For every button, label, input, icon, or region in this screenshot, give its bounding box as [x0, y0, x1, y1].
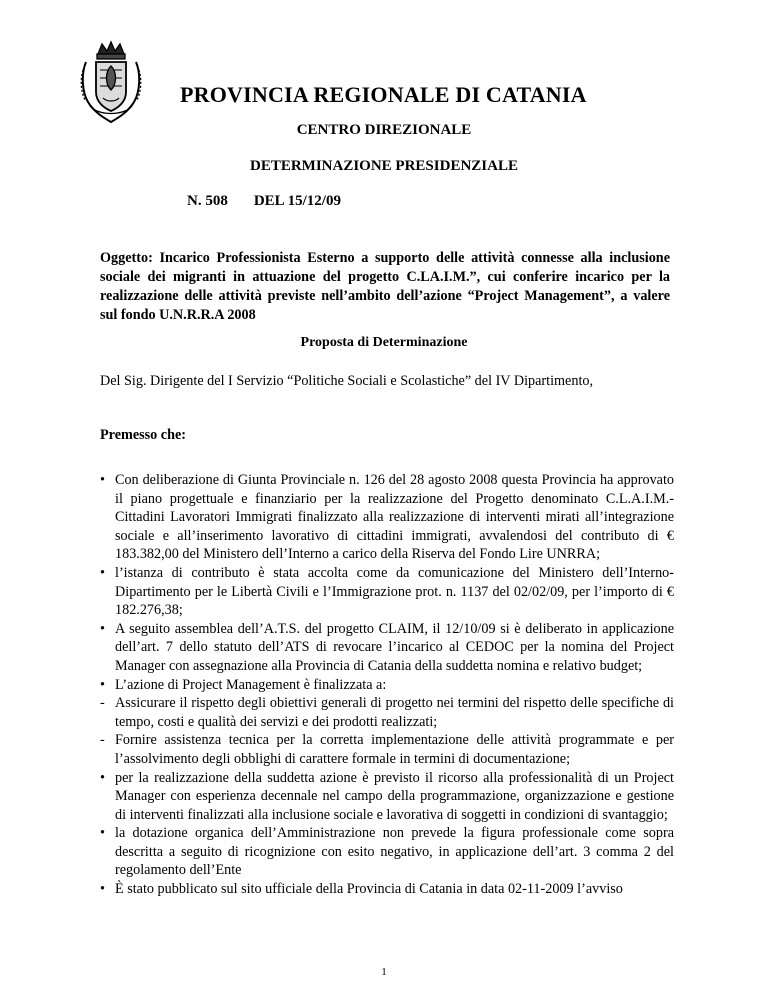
list-item-text: È stato pubblicato sul sito ufficiale della Provincia di Catania in data 02-11-2009 l’avviso — [115, 881, 623, 898]
list-item — [100, 564, 674, 620]
dash-marker: - — [100, 732, 105, 749]
list-item-text: Fornire assistenza tecnica per la corretta implementazione delle attività programmate e per l’assolvimento degli obblighi di carattere formale in termini di documentazione; — [115, 732, 674, 767]
list-item — [100, 731, 674, 768]
proposal-title: Proposta di Determinazione — [300, 335, 468, 350]
bullet-marker: • — [100, 769, 105, 786]
page-title: PROVINCIA REGIONALE DI CATANIA — [180, 82, 587, 107]
bullet-marker: • — [100, 676, 105, 693]
list-item-text: L’azione di Project Management è finalizzata a: — [115, 676, 387, 693]
proposer-line: Del Sig. Dirigente del I Servizio “Politiche Sociali e Scolastiche” del IV Dipartimento, — [100, 373, 594, 389]
subtitle: CENTRO DIREZIONALE — [296, 122, 472, 138]
list-item-text: l’istanza di contributo è stata accolta come da comunicazione del Ministero dell’Interno-Dipartimento per le Libertà Civili e l’Immigrazione prot. n. 1137 del 02/02/09, per l’importo di € 182.276,38; — [115, 564, 674, 619]
list-item-text: per la realizzazione della suddetta azione è previsto il ricorso alla professionalità di un Project Manager con esperienza decennale nel campo della programmazione, organizzazione e gestione di interventi finalizzati alla inclusione sociale e lavorativa di soggetti in condizioni di svantaggio; — [115, 769, 674, 823]
premises-heading: Premesso che: — [100, 427, 187, 443]
document-number: N. 508 — [187, 193, 228, 209]
list-item-text: Assicurare il rispetto degli obiettivi generali di progetto nei termini del rispetto delle specifiche di tempo, costi e qualità dei servizi e dei prodotti realizzati; — [115, 695, 674, 730]
bullet-marker: • — [100, 881, 105, 898]
list-item — [100, 880, 674, 899]
subject-paragraph: Oggetto: Incarico Professionista Esterno a supporto delle attività connesse alla inclusione sociale dei migranti in attuazione del progetto C.LA.I.M.”, cui conferire incarico per la realizzazione delle attività previste nell’ambito dell’azione “Project Management”, a valere sul fondo U.N.R.R.A 2008 — [100, 250, 670, 323]
page-number: 1 — [381, 966, 387, 978]
bullet-marker: • — [100, 564, 105, 581]
list-item-text: Con deliberazione di Giunta Provinciale n. 126 del 28 agosto 2008 questa Provincia ha approvato il piano progettuale e finanziario per la realizzazione del Progetto denominato C.L.A.I.M.- Cittadini Lavoratori Immigrati finalizzato alla realizzazione di interventi mirati all’integrazione sociale e all’inserimento lavorativo di cittadini immigrati, avvalendosi del contributo di € 183.382,00 del Ministero dell’Interno a carico della Riserva del Fondo Lire UNRRA; — [115, 472, 674, 563]
bullet-marker: • — [100, 620, 105, 637]
list-item-text: A seguito assemblea dell’A.T.S. del progetto CLAIM, il 12/10/09 si è deliberato in applicazione dell’art. 7 dello statuto dell’ATS di revocare l’incarico al CEDOC per la nomina del Project Manager con assegnazione alla Provincia di Catania della suddetta nomina e relativo budget; — [115, 620, 674, 674]
list-item-text: la dotazione organica dell’Amministrazione non prevede la figura professionale come sopra descritta a seguito di ricognizione con esito negativo, in applicazione dell’art. 3 comma 2 del regolamento dell’Ente — [115, 825, 674, 879]
list-item — [100, 620, 674, 676]
document-type: DETERMINAZIONE PRESIDENZIALE — [250, 158, 518, 174]
list-item — [100, 824, 674, 880]
list-item — [100, 471, 674, 564]
bullet-marker: • — [100, 825, 105, 842]
dash-marker: - — [100, 695, 105, 712]
list-item — [100, 676, 674, 695]
document-number-line — [187, 193, 341, 210]
list-item — [100, 769, 674, 825]
list-item — [100, 694, 674, 731]
coat-of-arms-icon — [78, 40, 144, 124]
document-date: DEL 15/12/09 — [253, 193, 341, 209]
bullet-marker: • — [100, 472, 105, 488]
premises-list — [100, 471, 674, 899]
